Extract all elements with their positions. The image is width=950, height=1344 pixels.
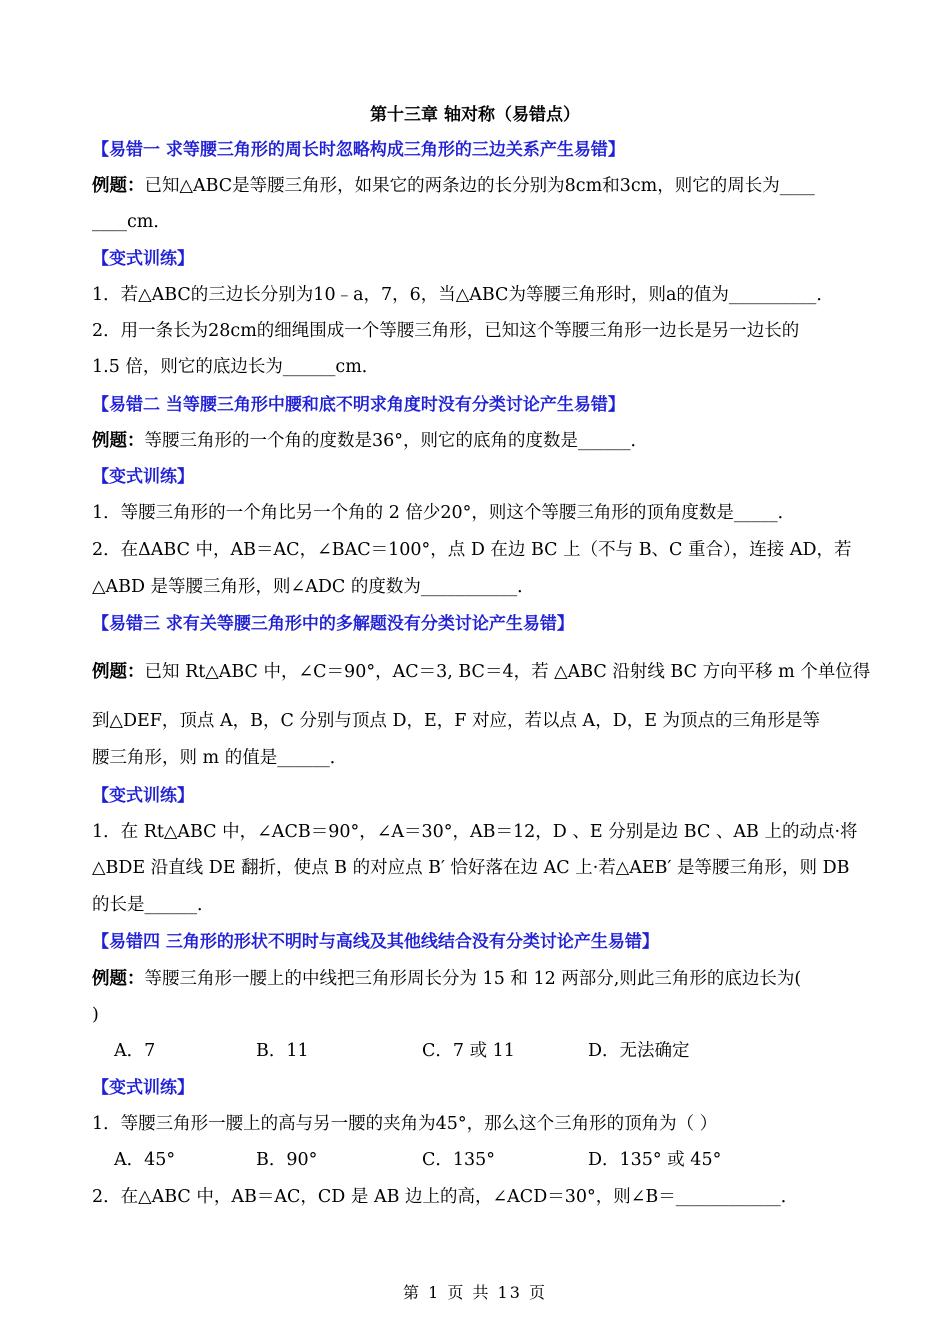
example-text: 已知 Rt△ABC 中，∠C＝90°，AC＝3, BC＝4，若 △ABC 沿射线 BC 方向平移 m 个单位得 <box>144 662 871 682</box>
option-c: C．7 或 11 <box>422 1041 515 1061</box>
example-label: 例题： <box>92 176 145 196</box>
sec2-question-1: 1．等腰三角形的一个角比另一个角的 2 倍少20°，则这个等腰三角形的顶角度数是_____． <box>92 503 796 523</box>
sec4-example-line-2: ) <box>92 1005 99 1025</box>
section-4-heading: 【易错四 三角形的形状不明时与高线及其他线结合没有分类讨论产生易错】 <box>92 932 659 952</box>
section-2-heading: 【易错二 当等腰三角形中腰和底不明求角度时没有分类讨论产生易错】 <box>92 395 625 415</box>
sec1-example-line-2: ____cm． <box>92 212 171 232</box>
option-b: B．90° <box>256 1150 318 1170</box>
sec4-example-line-1 <box>92 967 862 991</box>
sec2-question-2-line-1: 2．在ΔABC 中，AB＝AC，∠BAC＝100°，点 D 在边 BC 上（不与 B、C 重合），连接 AD，若 <box>92 540 852 560</box>
sec2-practice-heading: 【变式训练】 <box>92 467 194 487</box>
option-d: D．无法确定 <box>588 1041 690 1061</box>
sec1-question-1: 1．若△ABC的三边长分别为10﹣a，7，6，当△ABC为等腰三角形时，则a的值为__________． <box>92 285 834 305</box>
sec1-question-2-line-2: 1.5 倍，则它的底边长为______cm． <box>92 357 380 377</box>
option-c: C．135° <box>422 1150 496 1170</box>
sec3-example-line-2: 到△DEF，顶点 A，B，C 分别与顶点 D，E，F 对应，若以点 A，D，E 为顶点的三角形是等 <box>92 711 821 731</box>
sec2-example <box>92 429 862 453</box>
sec3-question-1-line-2: △BDE 沿直线 DE 翻折，使点 B 的对应点 B′ 恰好落在边 AC 上·若△AEB′ 是等腰三角形，则 DB <box>92 858 850 878</box>
example-label: 例题： <box>92 662 145 682</box>
sec4-question-2: 2．在△ABC 中，AB＝AC，CD 是 AB 边上的高，∠ACD＝30°，则∠B＝____________． <box>92 1187 799 1207</box>
example-text: 等腰三角形一腰上的中线把三角形周长分为 15 和 12 两部分,则此三角形的底边长为( <box>144 969 802 989</box>
example-label: 例题： <box>92 431 145 451</box>
sec3-practice-heading: 【变式训练】 <box>92 786 194 806</box>
sec4-question-1: 1．等腰三角形一腰上的高与另一腰的夹角为45°，那么这个三角形的顶角为（ ） <box>92 1114 718 1134</box>
section-1-heading: 【易错一 求等腰三角形的周长时忽略构成三角形的三边关系产生易错】 <box>92 140 625 160</box>
option-d: D．135° 或 45° <box>588 1150 722 1170</box>
section-3-heading: 【易错三 求有关等腰三角形中的多解题没有分类讨论产生易错】 <box>92 614 574 634</box>
sec3-question-1-line-3: 的长是______． <box>92 895 215 915</box>
example-text: 等腰三角形的一个角的度数是36°，则它的底角的度数是______． <box>144 431 649 451</box>
sec4-practice-heading: 【变式训练】 <box>92 1078 194 1098</box>
chapter-title: 第十三章 轴对称（易错点） <box>370 105 580 125</box>
page-footer: 第 1 页 共 13 页 <box>403 1283 547 1302</box>
sec1-question-2-line-1: 2．用一条长为28cm的细绳围成一个等腰三角形，已知这个等腰三角形一边长是另一边长的 <box>92 321 800 341</box>
sec1-practice-heading: 【变式训练】 <box>92 249 194 269</box>
option-a: A．45° <box>114 1150 176 1170</box>
example-text: 已知△ABC是等腰三角形，如果它的两条边的长分别为8cm和3cm，则它的周长为____ <box>144 176 815 196</box>
option-a: A．7 <box>114 1041 156 1061</box>
sec3-example-line-3: 腰三角形，则 m 的值是______． <box>92 748 348 768</box>
sec2-question-2-line-2: △ABD 是等腰三角形，则∠ADC 的度数为___________． <box>92 577 535 597</box>
sec1-example-line-1 <box>92 174 862 198</box>
sec3-question-1-line-1: 1．在 Rt△ABC 中，∠ACB＝90°，∠A＝30°，AB＝12，D 、E 分别是边 BC 、AB 上的动点·将 <box>92 822 858 842</box>
sec3-example-line-1 <box>92 660 871 684</box>
option-b: B．11 <box>256 1041 309 1061</box>
example-label: 例题： <box>92 969 145 989</box>
